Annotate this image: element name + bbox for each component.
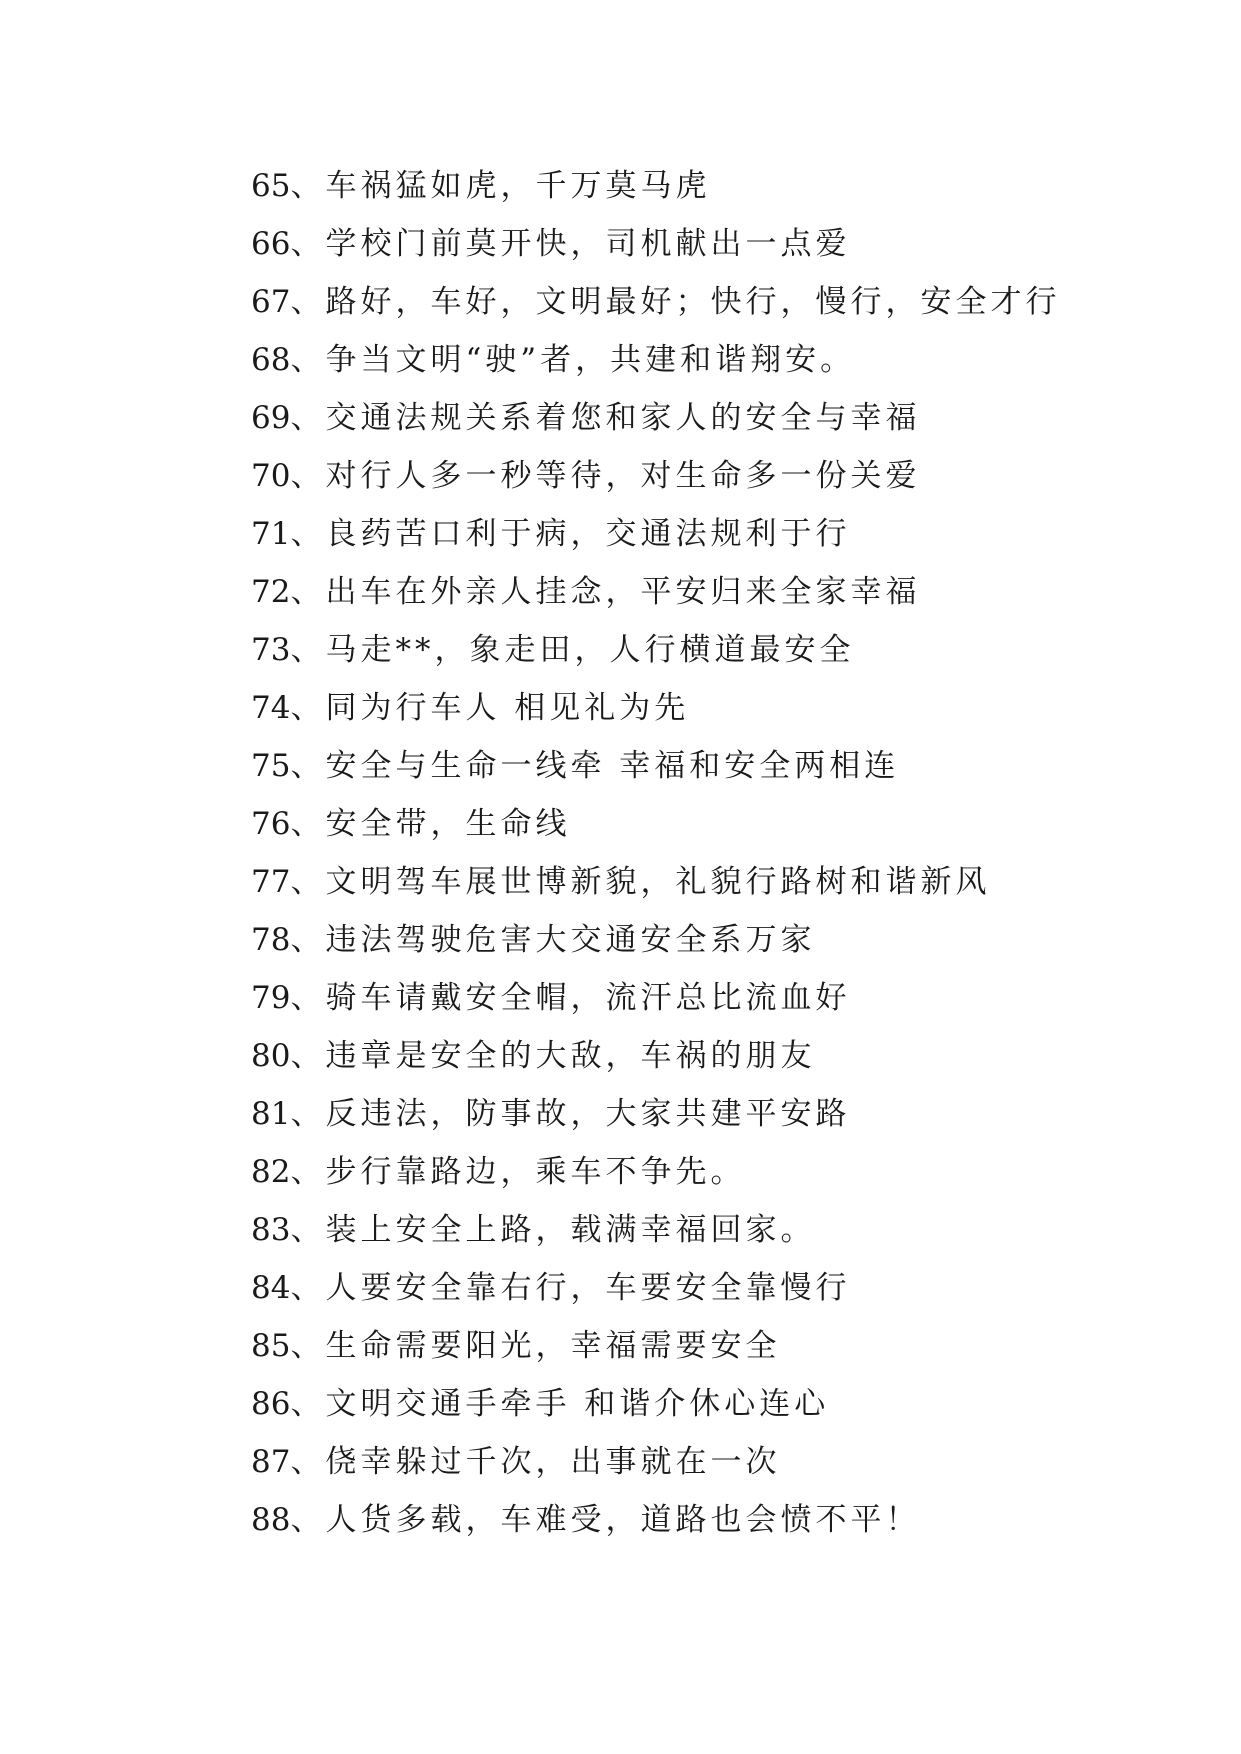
item-number: 81: [251, 1096, 291, 1132]
list-item: [251, 1491, 1060, 1549]
item-number: 82: [251, 1154, 291, 1190]
list-item: [251, 679, 1060, 737]
item-number: 83: [251, 1212, 291, 1248]
item-number: 71: [251, 516, 291, 552]
list-item: [251, 389, 1060, 447]
item-text: 、反违法，防事故，大家共建平安路: [290, 1096, 851, 1132]
list-item: [251, 215, 1060, 273]
item-text: 、人货多载，车难受，道路也会愤不平！: [290, 1502, 921, 1538]
item-number: 76: [251, 806, 291, 842]
list-item: [251, 795, 1060, 853]
item-text: 、路好，车好，文明最好；快行，慢行，安全才行: [290, 284, 1061, 320]
item-text: 、良药苦口利于病，交通法规利于行: [290, 516, 851, 552]
item-text: 、步行靠路边，乘车不争先。: [290, 1154, 746, 1190]
list-item: [251, 1201, 1060, 1259]
item-number: 68: [251, 342, 291, 378]
list-item: [251, 157, 1060, 215]
item-text: 、违法驾驶危害大交通安全系万家: [290, 922, 816, 958]
item-number: 80: [251, 1038, 291, 1074]
item-text: 、同为行车人 相见礼为先: [290, 690, 690, 726]
item-text: 、学校门前莫开快，司机献出一点爱: [290, 226, 851, 262]
list-item: [251, 1143, 1060, 1201]
item-number: 66: [251, 226, 291, 262]
list-item: [251, 911, 1060, 969]
item-number: 72: [251, 574, 291, 610]
list-item: [251, 1375, 1060, 1433]
list-item: [251, 737, 1060, 795]
item-number: 75: [251, 748, 291, 784]
item-text: 、争当文明“驶”者，共建和谐翔安。: [290, 342, 856, 378]
list-item: [251, 1433, 1060, 1491]
item-text: 、人要安全靠右行，车要安全靠慢行: [290, 1270, 851, 1306]
item-number: 78: [251, 922, 291, 958]
list-item: [251, 273, 1060, 331]
list-item: [251, 505, 1060, 563]
item-number: 70: [251, 458, 291, 494]
item-number: 79: [251, 980, 291, 1016]
item-text: 、安全带，生命线: [290, 806, 571, 842]
item-text: 、装上安全上路，载满幸福回家。: [290, 1212, 816, 1248]
item-number: 85: [251, 1328, 291, 1364]
item-text: 、交通法规关系着您和家人的安全与幸福: [290, 400, 921, 436]
slogan-list: [251, 157, 1060, 1549]
item-number: 69: [251, 400, 291, 436]
list-item: [251, 1027, 1060, 1085]
list-item: [251, 1085, 1060, 1143]
list-item: [251, 1259, 1060, 1317]
item-number: 86: [251, 1386, 291, 1422]
item-text: 、对行人多一秒等待，对生命多一份关爱: [290, 458, 921, 494]
item-text: 、文明驾车展世博新貌，礼貌行路树和谐新风: [290, 864, 991, 900]
item-number: 87: [251, 1444, 291, 1480]
list-item: [251, 969, 1060, 1027]
list-item: [251, 853, 1060, 911]
item-text: 、生命需要阳光，幸福需要安全: [290, 1328, 781, 1364]
item-number: 84: [251, 1270, 291, 1306]
item-number: 88: [251, 1502, 291, 1538]
item-number: 74: [251, 690, 291, 726]
item-text: 、违章是安全的大敌，车祸的朋友: [290, 1038, 816, 1074]
list-item: [251, 563, 1060, 621]
item-text: 、安全与生命一线牵 幸福和安全两相连: [290, 748, 900, 784]
item-text: 、文明交通手牵手 和谐介休心连心: [290, 1386, 830, 1422]
item-text: 、骑车请戴安全帽，流汗总比流血好: [290, 980, 851, 1016]
list-item: [251, 621, 1060, 679]
item-number: 73: [251, 632, 291, 668]
item-text: 、马走**，象走田，人行横道最安全: [290, 632, 855, 668]
item-number: 67: [251, 284, 291, 320]
item-number: 77: [251, 864, 291, 900]
item-text: 、出车在外亲人挂念，平安归来全家幸福: [290, 574, 921, 610]
item-text: 、车祸猛如虎，千万莫马虎: [290, 168, 711, 204]
item-text: 、侥幸躲过千次，出事就在一次: [290, 1444, 781, 1480]
list-item: [251, 447, 1060, 505]
list-item: [251, 1317, 1060, 1375]
list-item: [251, 331, 1060, 389]
item-number: 65: [251, 168, 291, 204]
